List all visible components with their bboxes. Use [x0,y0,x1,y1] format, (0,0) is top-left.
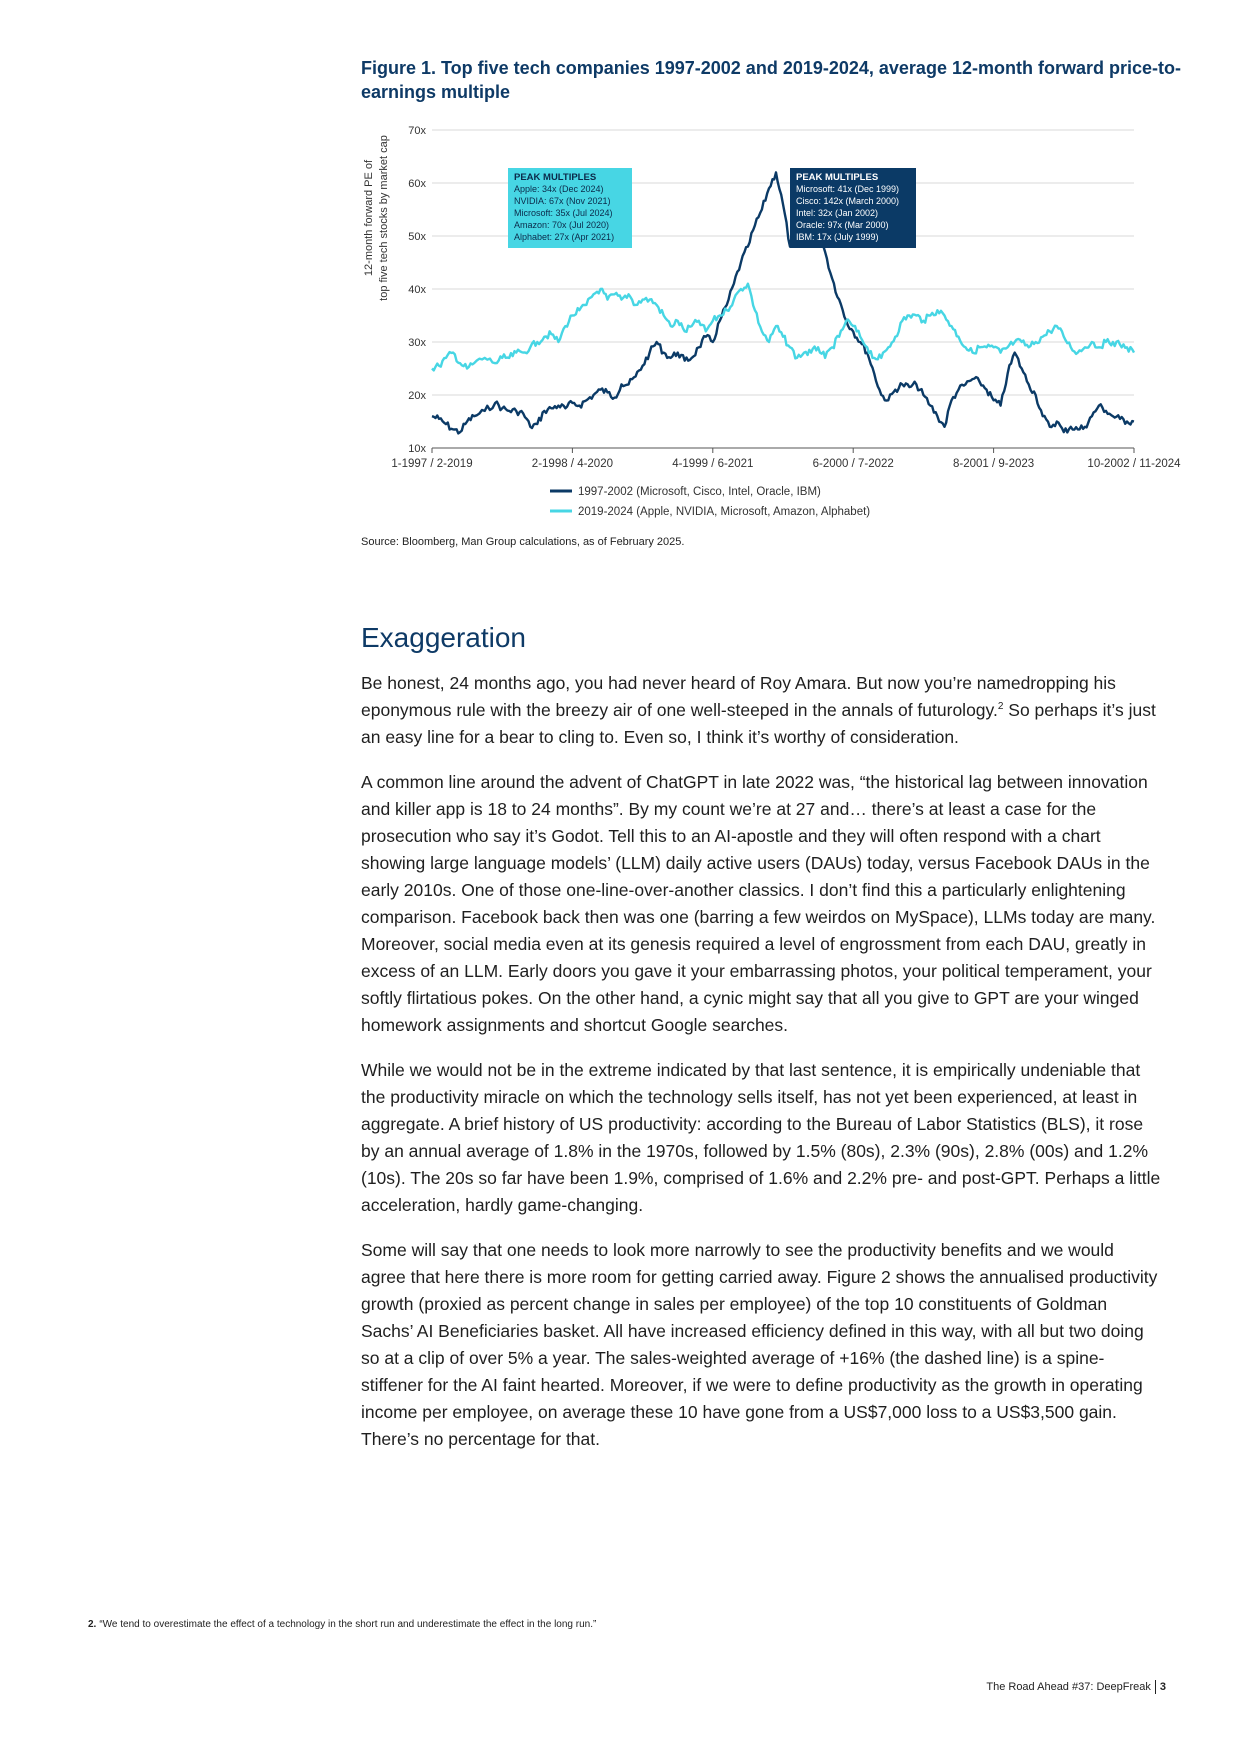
footnote-text: “We tend to overestimate the effect of a technology in the short run and underestimate the effect in the long run.” [99,1619,597,1630]
y-axis-label [363,135,390,301]
peak-multiples-line: IBM: 17x (July 1999) [796,232,879,242]
x-tick-label: 2-1998 / 4-2020 [531,458,614,470]
peak-multiples-line: NVIDIA: 67x (Nov 2021) [514,196,611,206]
peak-multiples-box-2 [790,168,916,248]
peak-multiples-box-1 [508,168,632,248]
peak-multiples-line: Intel: 32x (Jan 2002) [796,208,879,218]
paragraph-3: While we would not be in the extreme indicated by that last sentence, it is empirically undeniable that the productivity miracle on which the technology sells itself, has not yet been experienced, at least in aggregate. A brief history of US productivity: according to the Bureau of Labor Statistics (BLS), it rose by an annual average of 1.8% in the 1970s, followed by 1.5% (80s), 2.3% (90s), 2.8% (00s) and 1.2% (10s). The 20s so far have been 1.9%, comprised of 1.6% and 2.2% pre- and post-GPT. Perhaps a little acceleration, hardly game-changing. [361,1060,1161,1215]
peak-multiples-line: Microsoft: 41x (Dec 1999) [796,184,900,194]
y-tick-label: 50x [408,231,426,243]
footnote-number: 2. [88,1619,97,1630]
series-line-2 [432,284,1134,371]
y-tick-label: 70x [408,125,426,137]
y-tick-label: 60x [408,178,426,190]
paragraph-2: A common line around the advent of ChatGPT in late 2022 was, “the historical lag between innovation and killer app is 18 to 24 months”. By my count we’re at 27 and… there’s at least a case for the prosecution who say it’s Godot. Tell this to an AI-apostle and they will often respond with a chart showing large language models’ (LLM) daily active users (DAUs) today, versus Facebook DAUs in the early 2010s. One of those one-line-over-another classics. I don’t find this a particularly enlightening comparison. Facebook back then was one (barring a few weirdos on MySpace), LLMs today are many. Moreover, social media even at its genesis required a level of engrossment from each DAU, greatly in excess of an LLM. Early doors you gave it your embarrassing photos, your political temperament, your softly flirtatious pokes. On the other hand, a cynic might say that all you give to GPT are your winged homework assignments and shortcut Google searches. [361,772,1156,1035]
page-footer [986,1680,1166,1694]
y-tick-label: 30x [408,337,426,349]
x-tick-label: 8-2001 / 9-2023 [952,458,1035,470]
publication-name: The Road Ahead #37: DeepFreak [986,1680,1151,1693]
y-axis-label-line-2: top five tech stocks by market cap [378,135,390,301]
peak-multiples-title: PEAK MULTIPLES [514,172,597,183]
peak-multiples-line: Cisco: 142x (March 2000) [796,196,900,206]
figure-source: Source: Bloomberg, Man Group calculations, as of February 2025. [361,536,685,548]
y-tick-label: 40x [408,284,426,296]
peak-multiples-title: PEAK MULTIPLES [796,172,879,183]
figure-title: Figure 1. Top five tech companies 1997-2002 and 2019-2024, average 12-month forward price-to-earnings multiple [361,58,1181,102]
y-axis-label-line-1: 12-month forward PE of [363,159,375,277]
footnote-ref-2[interactable]: 2 [997,701,1004,713]
x-tick-label: 1-1997 / 2-2019 [391,458,473,470]
x-tick-label: 4-1999 / 6-2021 [672,458,754,470]
peak-multiples-line: Oracle: 97x (Mar 2000) [796,220,889,230]
footnote [88,1619,596,1630]
x-tick-label: 10-2002 / 11-2024 [1087,458,1181,470]
section-heading: Exaggeration [361,622,527,653]
legend-label-2: 2019-2024 (Apple, NVIDIA, Microsoft, Amazon, Alphabet) [578,506,871,518]
y-tick-label: 20x [408,390,426,402]
paragraph-4: Some will say that one needs to look more narrowly to see the productivity benefits and we would agree that here there is more room for getting carried away. Figure 2 shows the annualised productivity growth (proxied as percent change in sales per employee) of the top 10 constituents of Goldman Sachs’ AI Beneficiaries basket. All have increased efficiency defined in this way, with all but two doing so at a clip of over 5% a year. The sales-weighted average of +16% (the dashed line) is a spine-stiffener for the AI faint hearted. Moreover, if we were to define productivity as the growth in operating income per employee, on average these 10 have gone from a US$7,000 loss to a US$3,500 gain. There’s no percentage for that. [361,1240,1158,1449]
paragraph-1-tail: So perhaps it’s just an easy line for a bear to cling to. Even so, I think it’s worthy of consideration. [361,700,1156,747]
pe-multiple-chart [360,118,1181,526]
peak-multiples-line: Apple: 34x (Dec 2024) [514,184,604,194]
peak-multiples-line: Alphabet: 27x (Apr 2021) [514,232,615,242]
legend-label-1: 1997-2002 (Microsoft, Cisco, Intel, Oracle, IBM) [578,486,821,498]
peak-multiples-line: Amazon: 70x (Jul 2020) [514,220,610,230]
article-body [361,670,1161,1471]
footer-divider [1155,1680,1156,1694]
paragraph-1 [361,670,1161,751]
x-tick-label: 6-2000 / 7-2022 [812,458,894,470]
paragraph-1-text: Be honest, 24 months ago, you had never heard of Roy Amara. But now you’re namedropping his eponymous rule with the breezy air of one well-steeped in the annals of futurology. [361,673,1116,720]
peak-multiples-line: Microsoft: 35x (Jul 2024) [514,208,613,218]
page-number: 3 [1159,1680,1166,1693]
y-tick-label: 10x [408,443,426,455]
